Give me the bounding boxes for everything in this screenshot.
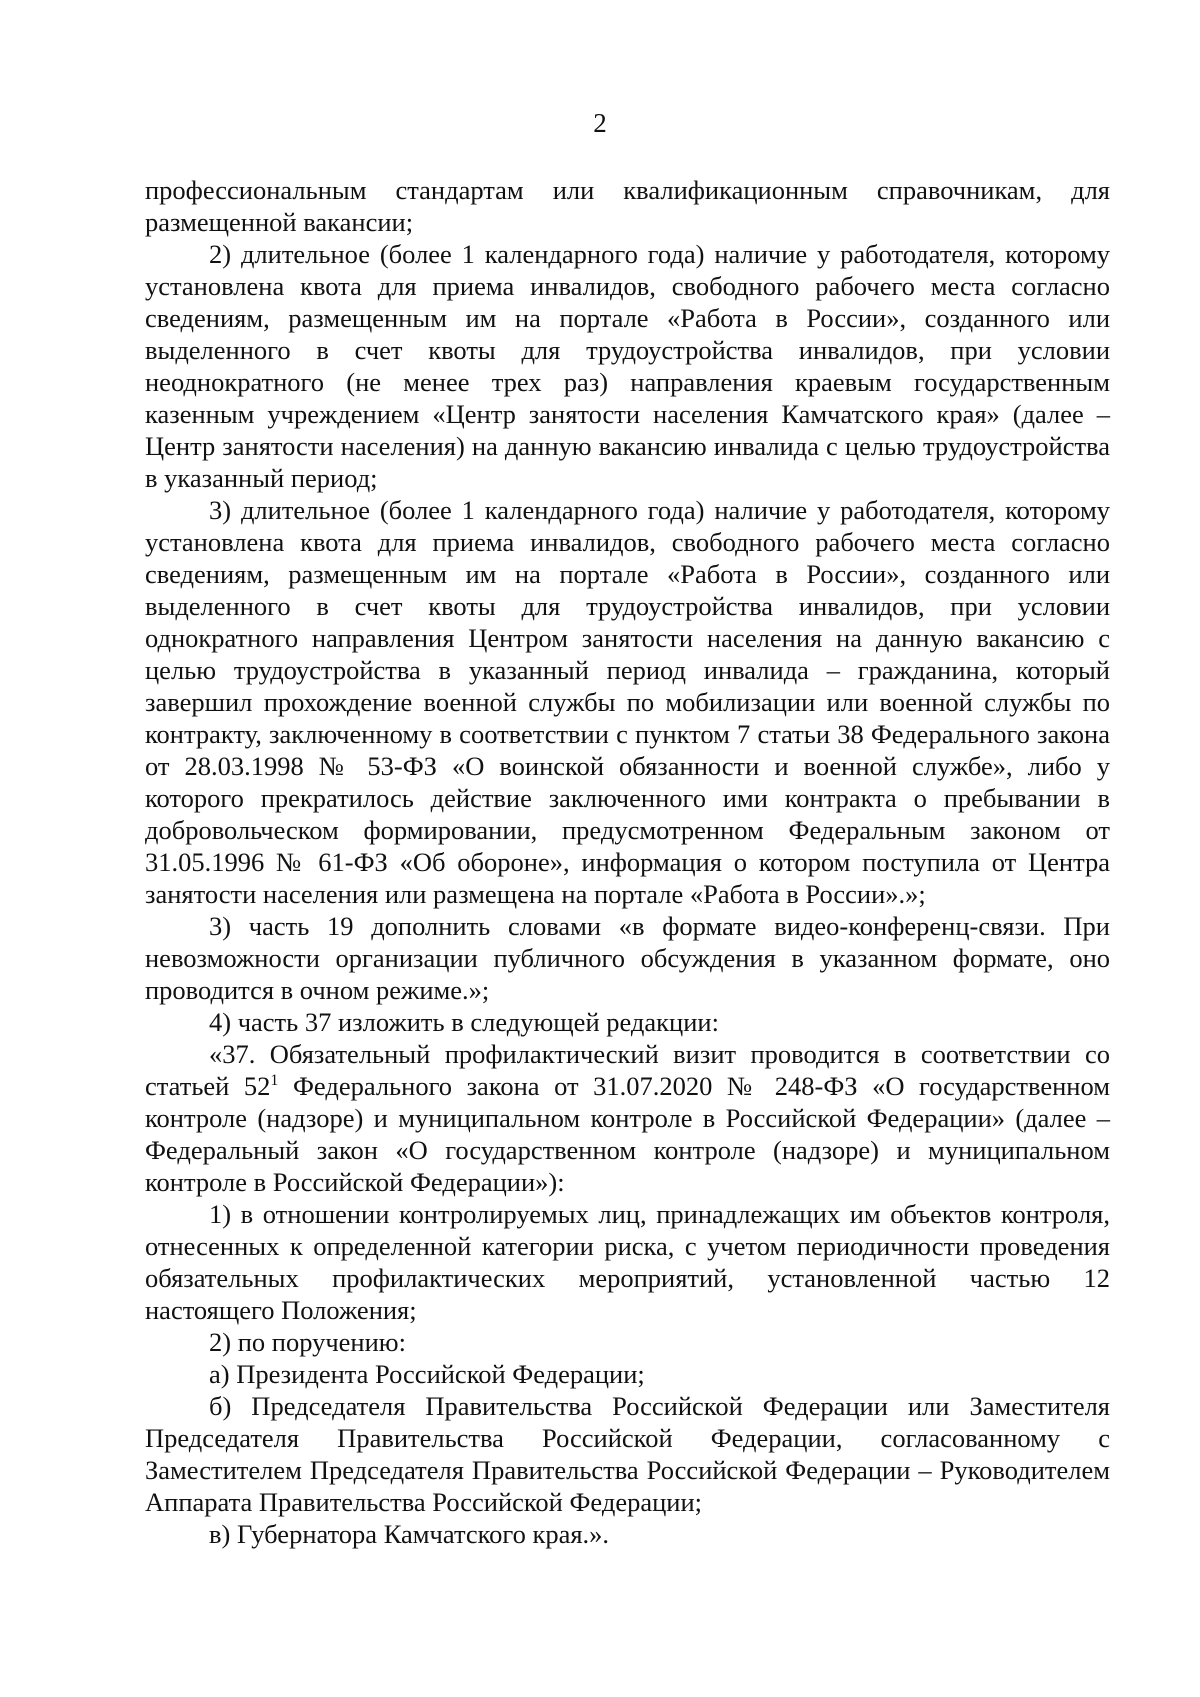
paragraph-subitem-1: 1) в отношении контролируемых лиц, принадлежащих им объектов контроля, отнесенных к определенной категории риска, с учетом периодичности проведения обязательных профилактических мероприятий, установленной частью 12 настоящего Положения; (145, 1199, 1110, 1325)
paragraph-subitem-v: в) Губернатора Камчатского края.». (209, 1519, 610, 1549)
paragraph-part-37-text (145, 1038, 1110, 1198)
paragraph-item-3: 3) длительное (более 1 календарного года) наличие у работодателя, которому установлена квота для приема инвалидов, свободного рабочего места согласно сведениям, размещенным им на портале «Работа в России», созданного или выделенного в счет квоты для трудоустройства инвалидов, при условии однократного направления Центром занятости населения на данную вакансию с целью трудоустройства в указанный период инвалида – гражданина, который завершил прохождение военной службы по мобилизации или военной службы по контракту, заключенному в соответствии с пунктом 7 статьи 38 Федерального закона от 28.03.1998 № 53-ФЗ «О воинской обязанности и военной службе», либо у которого прекратилось действие заключенного ими контракта о пребывании в добровольческом формировании, предусмотренном Федеральным законом от 31.05.1996 № 61-ФЗ «Об обороне», информация о котором поступила от Центра занятости населения или размещена на портале «Работа в России».»; (145, 495, 1110, 909)
paragraph-subitem-b: б) Председателя Правительства Российской Федерации или Заместителя Председателя Правительства Российской Федерации, согласованному с Заместителем Председателя Правительства Российской Федерации – Руководителем Аппарата Правительства Российской Федерации; (145, 1391, 1110, 1517)
document-body (145, 174, 1110, 1550)
paragraph-amend-part-19: 3) часть 19 дополнить словами «в формате видео-конференц-связи. При невозможности организации публичного обсуждения в указанном формате, оно проводится в очном режиме.»; (145, 911, 1110, 1005)
article-superscript: 1 (270, 1072, 279, 1089)
part-37-text-start: «37. Обязательный профилактический визит проводится в соответствии со статьей 52 (145, 1039, 1110, 1101)
paragraph-item-2: 2) длительное (более 1 календарного года) наличие у работодателя, которому установлена квота для приема инвалидов, свободного рабочего места согласно сведениям, размещенным им на портале «Работа в России», созданного или выделенного в счет квоты для трудоустройства инвалидов, при условии неоднократного (не менее трех раз) направления краевым государственным казенным учреждением «Центр занятости населения Камчатского края» (далее – Центр занятости населения) на данную вакансию инвалида с целью трудоустройства в указанный период; (145, 239, 1110, 493)
paragraph-subitem-a: а) Президента Российской Федерации; (209, 1359, 645, 1389)
paragraph-continuation: профессиональным стандартам или квалификационным справочникам, для размещенной вакансии; (145, 175, 1110, 237)
paragraph-amend-part-37: 4) часть 37 изложить в следующей редакции: (209, 1007, 719, 1037)
part-37-text-end: Федерального закона от 31.07.2020 № 248-ФЗ «О государственном контроле (надзоре) и муниципальном контроле в Российской Федерации» (далее – Федеральный закон «О государственном контроле (надзоре) и муниципальном контроле в Российской Федерации»): (145, 1071, 1110, 1197)
page-number: 2 (593, 108, 607, 138)
paragraph-subitem-2: 2) по поручению: (209, 1327, 406, 1357)
